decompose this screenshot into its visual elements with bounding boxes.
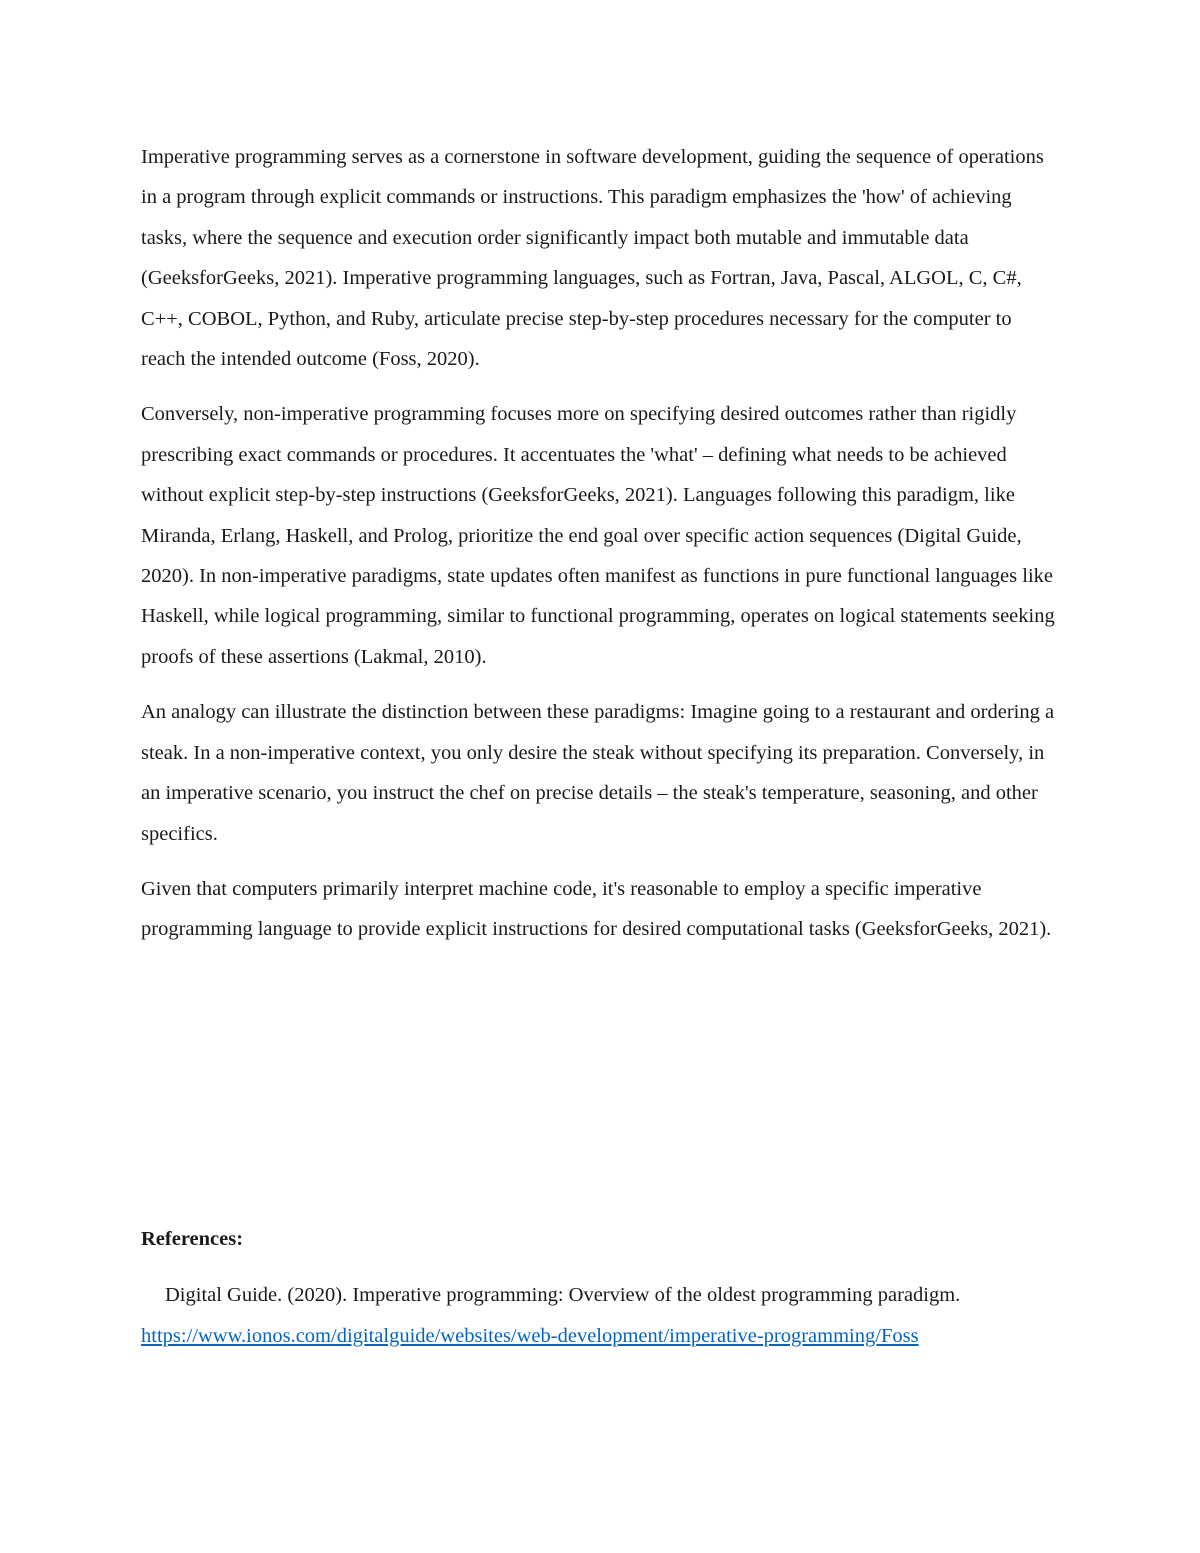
document-body xyxy=(141,137,1059,965)
reference-entry-text: Digital Guide. (2020). Imperative programming: Overview of the oldest programming paradigm. xyxy=(165,1284,961,1307)
references-heading: References: xyxy=(141,1228,244,1250)
reference-entry xyxy=(141,1275,1059,1356)
reference-link[interactable]: https://www.ionos.com/digitalguide/websites/web-development/imperative-programming/Foss xyxy=(141,1324,919,1347)
paragraph-analogy: An analogy can illustrate the distinction between these paradigms: Imagine going to a restaurant and ordering a steak. In a non-imperative context, you only desire the steak without specifying its preparation. Conversely, in an imperative scenario, you instruct the chef on precise details – the steak's temperature, seasoning, and other specifics. xyxy=(141,701,1055,845)
references-section xyxy=(141,1219,1059,1356)
paragraph-imperative: Imperative programming serves as a cornerstone in software development, guiding the sequence of operations in a program through explicit commands or instructions. This paradigm emphasizes the 'how' of achieving tasks, where the sequence and execution order significantly impact both mutable and immutable data (GeeksforGeeks, 2021). Imperative programming languages, such as Fortran, Java, Pascal, ALGOL, C, C#, C++, COBOL, Python, and Ruby, articulate precise step-by-step procedures necessary for the computer to reach the intended outcome (Foss, 2020). xyxy=(141,146,1044,371)
paragraph-conclusion: Given that computers primarily interpret machine code, it's reasonable to employ a specific imperative programming language to provide explicit instructions for desired computational tasks (GeeksforGeeks, 2021). xyxy=(141,877,1052,941)
paragraph-non-imperative: Conversely, non-imperative programming focuses more on specifying desired outcomes rather than rigidly prescribing exact commands or procedures. It accentuates the 'what' – defining what needs to be achieved without explicit step-by-step instructions (GeeksforGeeks, 2021). Languages following this paradigm, like Miranda, Erlang, Haskell, and Prolog, prioritize the end goal over specific action sequences (Digital Guide, 2020). In non-imperative paradigms, state updates often manifest as functions in pure functional languages like Haskell, while logical programming, similar to functional programming, operates on logical statements seeking proofs of these assertions (Lakmal, 2010). xyxy=(141,403,1055,668)
